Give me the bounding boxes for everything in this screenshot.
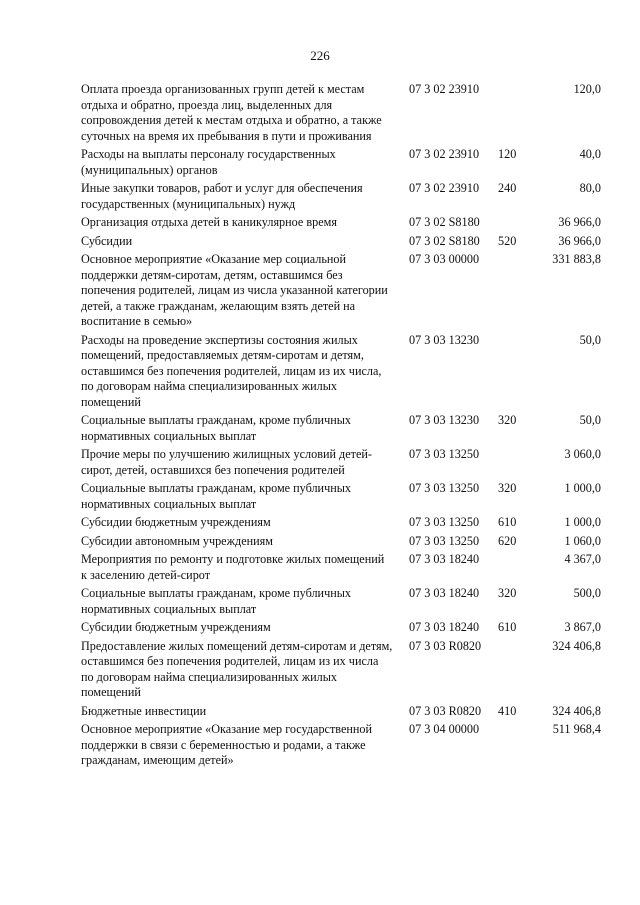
row-name: Предоставление жилых помещений детям-сиротам и детям, оставшимся без попечения родителей, лицам из их числа по договорам найма специализированных жилых помещений [81, 638, 393, 699]
row-amount: 4 367,0 [564, 552, 601, 566]
row-code: 07 3 03 R0820 [409, 703, 482, 718]
row-name: Субсидии бюджетным учреждениям [81, 515, 271, 529]
table-row [81, 181, 601, 215]
row-expense-type: 320 [498, 481, 517, 495]
row-code: 07 3 02 23910 [409, 181, 480, 195]
row-code: 07 3 04 00000 [409, 722, 480, 736]
row-code: 07 3 03 13250 [409, 447, 480, 461]
row-code: 07 3 03 18240 [409, 620, 480, 634]
row-amount: 50,0 [579, 413, 601, 427]
row-amount: 3 060,0 [564, 447, 601, 461]
table-row [81, 147, 601, 181]
row-name: Субсидии бюджетным учреждениям [81, 620, 271, 634]
row-code: 07 3 02 23910 [409, 147, 480, 161]
row-code: 07 3 03 00000 [409, 252, 480, 266]
table-row [81, 534, 601, 553]
row-expense-type: 520 [498, 233, 517, 248]
row-name: Основное мероприятие «Оказание мер социальной поддержки детям-сиротам, детям, оставшимся без попечения родителей, лицам из числа указанной категории детей, а также гражданам, желающим взять детей на воспитание в семью» [81, 252, 388, 328]
row-name: Расходы на выплаты персоналу государственных (муниципальных) органов [81, 147, 336, 177]
table-row [81, 413, 601, 447]
row-name: Субсидии [81, 233, 133, 248]
table-row [81, 215, 601, 234]
row-name: Социальные выплаты гражданам, кроме публичных нормативных социальных выплат [81, 413, 351, 443]
row-code: 07 3 03 13250 [409, 481, 480, 495]
table-row [81, 552, 601, 586]
row-expense-type: 610 [498, 620, 517, 634]
row-amount: 50,0 [579, 332, 601, 347]
row-name: Оплата проезда организованных групп детей к местам отдыха и обратно, проезда лиц, выделенных для сопровождения детей к местам отдыха и обратно, а также суточных на время их пребывания в пути и проживания [81, 82, 382, 143]
row-name: Социальные выплаты гражданам, кроме публичных нормативных социальных выплат [81, 481, 351, 511]
row-name: Прочие меры по улучшению жилищных условий детей-сирот, детей, оставшихся без попечения родителей [81, 447, 372, 477]
row-code: 07 3 03 13250 [409, 533, 480, 548]
row-name: Основное мероприятие «Оказание мер государственной поддержки в связи с беременностью и родами, а также гражданам, имеющим детей» [81, 722, 373, 767]
row-name: Расходы на проведение экспертизы состояния жилых помещений, предоставляемых детям-сиротам и детям, оставшимся без попечения родителей, лицам из их числа, по договорам найма специализированных жилых помещений [81, 332, 382, 409]
row-name: Мероприятия по ремонту и подготовке жилых помещений к заселению детей-сирот [81, 552, 385, 582]
table-row [81, 515, 601, 534]
page-number: 226 [310, 48, 330, 63]
table-row [81, 447, 601, 481]
row-code: 07 3 02 S8180 [409, 215, 480, 229]
row-amount: 80,0 [579, 181, 601, 195]
row-name: Социальные выплаты гражданам, кроме публичных нормативных социальных выплат [81, 586, 351, 616]
row-code: 07 3 02 S8180 [409, 233, 480, 248]
row-amount: 1 000,0 [564, 481, 601, 495]
table-row [81, 82, 601, 147]
row-code: 07 3 03 18240 [409, 552, 480, 566]
row-name: Субсидии автономным учреждениям [81, 533, 273, 548]
row-amount: 511 968,4 [552, 722, 601, 736]
row-code: 07 3 03 13250 [409, 515, 480, 529]
table-row [81, 481, 601, 515]
row-amount: 500,0 [573, 586, 601, 600]
row-expense-type: 120 [498, 147, 517, 161]
row-expense-type: 610 [498, 515, 517, 529]
row-amount: 36 966,0 [558, 233, 601, 248]
table-row [81, 722, 601, 772]
row-expense-type: 320 [498, 586, 517, 600]
row-code: 07 3 03 13230 [409, 332, 480, 347]
row-expense-type: 320 [498, 413, 517, 427]
table-row [81, 252, 601, 333]
table-row [81, 586, 601, 620]
table-row [81, 234, 601, 253]
row-amount: 1 000,0 [564, 515, 601, 529]
row-code: 07 3 03 R0820 [409, 638, 482, 653]
row-amount: 120,0 [573, 82, 601, 96]
row-code: 07 3 03 13230 [409, 413, 480, 427]
row-code: 07 3 02 23910 [409, 82, 480, 96]
table-row [81, 639, 601, 704]
row-amount: 324 406,8 [552, 638, 601, 653]
table-row [81, 620, 601, 639]
row-expense-type: 240 [498, 181, 517, 195]
row-name: Иные закупки товаров, работ и услуг для обеспечения государственных (муниципальных) нужд [81, 181, 363, 211]
budget-table [81, 82, 601, 772]
row-expense-type: 410 [498, 703, 517, 718]
table-row [81, 704, 601, 723]
row-expense-type: 620 [498, 533, 517, 548]
table-row [81, 333, 601, 414]
row-amount: 36 966,0 [558, 215, 601, 229]
row-amount: 331 883,8 [552, 252, 601, 266]
row-name: Бюджетные инвестиции [81, 703, 207, 718]
row-amount: 324 406,8 [552, 703, 601, 718]
row-amount: 3 867,0 [564, 620, 601, 634]
row-code: 07 3 03 18240 [409, 586, 480, 600]
row-amount: 40,0 [579, 147, 601, 161]
row-amount: 1 060,0 [564, 533, 601, 548]
row-name: Организация отдыха детей в каникулярное время [81, 215, 337, 229]
